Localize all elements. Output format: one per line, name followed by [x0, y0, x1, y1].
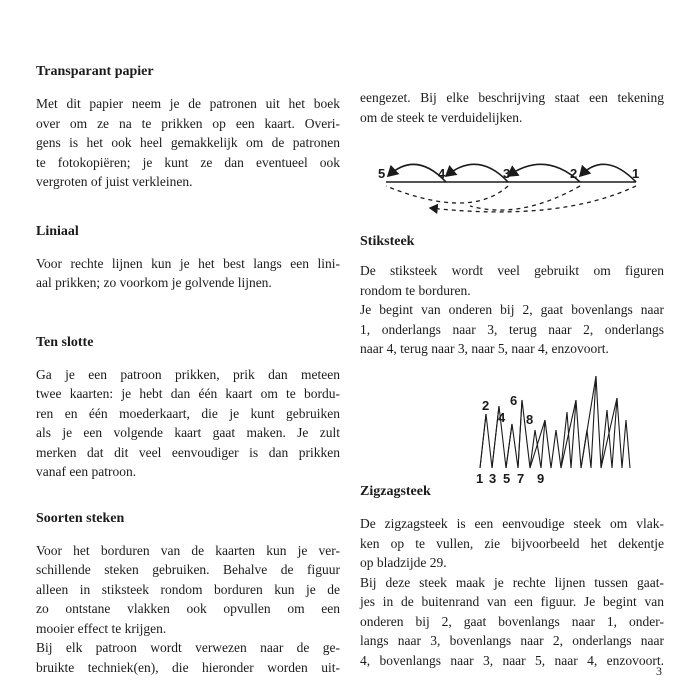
text-line: gens is het ook heel gemakkelijk om de patronen — [36, 135, 340, 150]
zigzag-label-top: 4 — [498, 410, 506, 425]
zigzag-label-bottom: 9 — [537, 471, 545, 486]
text-line: zo ontstane vlakken ook opvullen om een — [36, 601, 340, 616]
text-line: rondom te borduren. — [360, 282, 471, 298]
text-line: schillende steken gebruiken. Behalve de figuur — [36, 562, 340, 577]
text-line: Voor het borduren van de kaarten kun je ver- — [36, 542, 340, 558]
stitch-label: 5 — [378, 166, 386, 181]
stitch-label: 4 — [438, 166, 446, 181]
text-line: 4, bovenlangs naar 3, naar 5, naar 4, enzovoort. — [360, 652, 664, 668]
text-line: over om ze na te prikken op een kaart. Overi- — [36, 115, 340, 131]
zigzag-label-top: 6 — [510, 393, 518, 408]
text-line: te fotokopiëren; je kunt ze dan eventueel ook — [36, 154, 340, 170]
text-line: Met dit papier neem je de patronen uit het boek — [36, 96, 340, 111]
text-line: eengezet. Bij elke beschrijving staat een tekening — [360, 90, 664, 105]
text-line: naar 4, terug naar 3, naar 5, naar 4, enzovoort. — [360, 341, 609, 356]
text-line: twee kaarten: je hebt dan één kaart om te bordu- — [36, 386, 340, 401]
stitch-label: 1 — [632, 166, 640, 181]
text-line: jes in de buitenrand van een figuur. Je begint van — [360, 594, 664, 609]
text-line: om de steek te verduidelijken. — [360, 109, 523, 125]
text-line: ren en één moederkaart, die je kunt gebruiken — [36, 405, 340, 421]
heading-transparant-papier: Transparant papier — [36, 64, 154, 79]
section-zigzagsteek — [360, 482, 664, 670]
text-line: 1, onderlangs naar 3, terug naar 2, onderlangs — [360, 321, 664, 337]
stitch-label: 2 — [570, 166, 578, 181]
text-line: Voor rechte lijnen kun je het best langs een lini- — [36, 255, 340, 271]
text-line: onderen bij 2, gaat bovenlangs naar 1, onder- — [360, 613, 664, 629]
text-line: Ga je een patroon prikken, prik dan meteen — [36, 366, 340, 382]
heading-ten-slotte: Ten slotte — [36, 334, 94, 350]
text-line: Bij deze steek maak je rechte lijnen tussen gaat- — [360, 574, 664, 590]
heading-liniaal: Liniaal — [36, 223, 79, 239]
text-line: mooier effect te krijgen. — [36, 620, 167, 636]
paragraph-zigzagsteek — [360, 514, 664, 670]
text-line: aal prikken; zo voorkom je golvende lijnen. — [36, 275, 272, 290]
text-line: als je een volgende kaart gaat maken. Je zult — [36, 425, 340, 440]
heading-stiksteek: Stiksteek — [360, 234, 415, 249]
zigzag-label-top: 2 — [482, 398, 490, 413]
stitch-label: 3 — [503, 166, 511, 181]
text-line: Bij elk patroon wordt verwezen naar de ge- — [36, 640, 340, 655]
page-number: 3 — [656, 664, 662, 678]
text-line: merken dat dit veel eenvoudiger is dan prikken — [36, 444, 340, 460]
text-line: Je begint van onderen bij 2, gaat bovenlangs naar — [360, 302, 664, 317]
text-line: De stiksteek wordt veel gebruikt om figuren — [360, 263, 664, 278]
zigzag-label-bottom: 1 — [476, 471, 484, 486]
text-line: alleen in stiksteek rondom borduren kun je de — [36, 581, 340, 597]
heading-zigzagsteek: Zigzagsteek — [360, 484, 431, 499]
text-line: bruikte techniek(en), die hieronder worden uit- — [36, 659, 340, 675]
zigzag-label-bottom: 3 — [489, 471, 497, 486]
text-line: vergroten of juist verkleinen. — [36, 174, 193, 189]
text-line: vanaf een patroon. — [36, 464, 137, 479]
heading-soorten-steken: Soorten steken — [36, 510, 125, 526]
zigzag-label-bottom: 7 — [517, 471, 525, 486]
text-line: langs naar 3, bovenlangs naar 2, onderlangs naar — [360, 633, 664, 648]
zigzag-label-top: 8 — [526, 412, 534, 427]
zigzag-label-bottom: 5 — [503, 471, 511, 486]
text-line: op bladzijde 29. — [360, 555, 447, 570]
text-line: De zigzagsteek is een eenvoudige steek om vlak- — [360, 516, 664, 531]
text-line: ken op te vullen, zie bijvoorbeeld het dekentje — [360, 535, 664, 551]
